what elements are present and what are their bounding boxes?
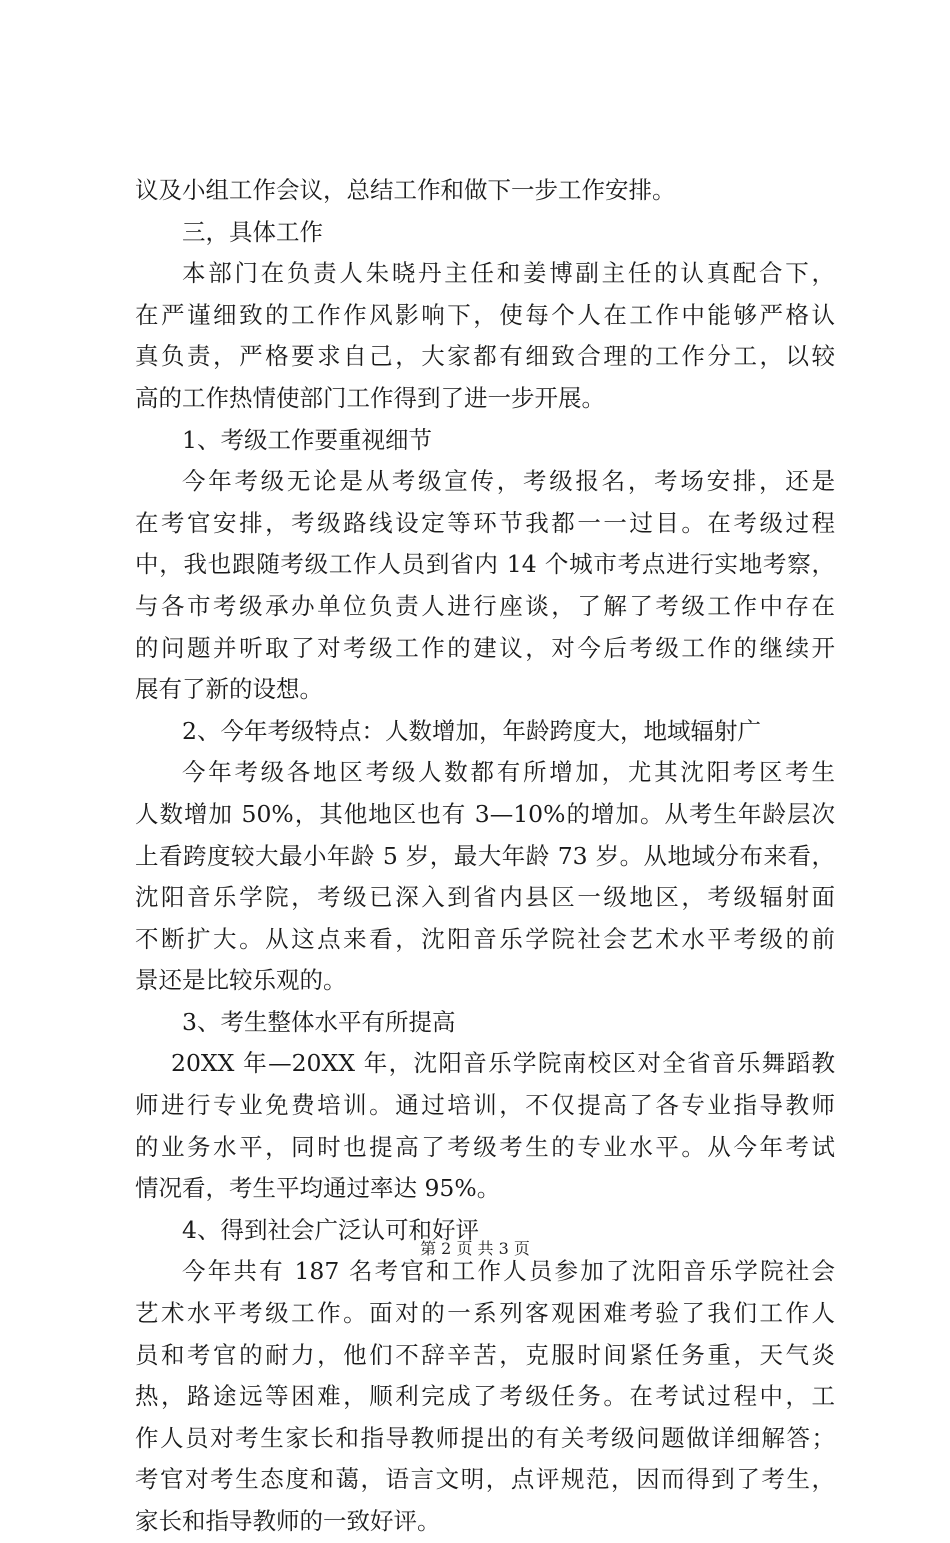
text-line: 在严谨细致的工作作风影响下，使每个人在工作中能够严格认 <box>135 300 835 329</box>
text-line: 不断扩大。从这点来看，沈阳音乐学院社会艺术水平考级的前 <box>135 924 835 953</box>
text-line: 艺术水平考级工作。面对的一系列客观困难考验了我们工作人 <box>135 1299 835 1328</box>
page-footer: 第 2 页 共 3 页 <box>420 1239 530 1258</box>
text-line: 高的工作热情使部门工作得到了进一步开展。 <box>135 383 605 412</box>
text-line: 家长和指导教师的一致好评。 <box>135 1507 441 1535</box>
text-line: 与各市考级承办单位负责人进行座谈，了解了考级工作中存在 <box>135 591 835 620</box>
text-line: 人数增加 50%，其他地区也有 3—10%的增加。从考生年龄层次 <box>135 799 835 828</box>
document-body <box>135 170 835 1543</box>
text-line: 今年考级各地区考级人数都有所增加，尤其沈阳考区考生 <box>182 758 835 787</box>
text-line: 展有了新的设想。 <box>135 675 323 704</box>
text-line: 上看跨度较大最小年龄 5 岁，最大年龄 73 岁。从地域分布来看， <box>135 841 835 870</box>
text-line: 在考官安排，考级路线设定等环节我都一一过目。在考级过程 <box>135 508 835 537</box>
text-line: 真负责，严格要求自己，大家都有细致合理的工作分工，以较 <box>135 342 835 371</box>
text-line: 作人员对考生家长和指导教师提出的有关考级问题做详细解答； <box>135 1423 835 1452</box>
text-line: 3、考生整体水平有所提高 <box>182 1007 456 1036</box>
text-line: 今年考级无论是从考级宣传，考级报名，考场安排，还是 <box>182 467 835 496</box>
text-line: 的业务水平，同时也提高了考级考生的专业水平。从今年考试 <box>135 1132 835 1161</box>
text-line: 本部门在负责人朱晓丹主任和姜博副主任的认真配合下， <box>182 259 835 288</box>
text-line: 景还是比较乐观的。 <box>135 966 347 995</box>
text-line: 20XX 年—20XX 年，沈阳音乐学院南校区对全省音乐舞蹈教 <box>171 1049 835 1078</box>
text-line: 1、考级工作要重视细节 <box>182 425 432 454</box>
text-line: 员和考官的耐力，他们不辞辛苦，克服时间紧任务重，天气炎 <box>135 1340 835 1369</box>
text-line: 中，我也跟随考级工作人员到省内 14 个城市考点进行实地考察， <box>135 550 835 579</box>
text-line: 4、得到社会广泛认可和好评 <box>182 1215 479 1244</box>
text-line: 考官对考生态度和蔼，语言文明，点评规范，因而得到了考生， <box>135 1465 835 1494</box>
text-line: 情况看，考生平均通过率达 95%。 <box>135 1174 501 1203</box>
text-line: 三，具体工作 <box>182 217 323 246</box>
text-line: 的问题并听取了对考级工作的建议，对今后考级工作的继续开 <box>135 633 835 662</box>
text-line: 今年共有 187 名考官和工作人员参加了沈阳音乐学院社会 <box>182 1257 835 1286</box>
text-line: 热，路途远等困难，顺利完成了考级任务。在考试过程中，工 <box>135 1382 835 1411</box>
text-line: 师进行专业免费培训。通过培训，不仅提高了各专业指导教师 <box>135 1091 835 1120</box>
text-line: 2、今年考级特点：人数增加，年龄跨度大，地域辐射广 <box>182 716 761 745</box>
text-line: 沈阳音乐学院，考级已深入到省内县区一级地区，考级辐射面 <box>135 883 835 912</box>
text-line: 议及小组工作会议，总结工作和做下一步工作安排。 <box>135 176 676 204</box>
